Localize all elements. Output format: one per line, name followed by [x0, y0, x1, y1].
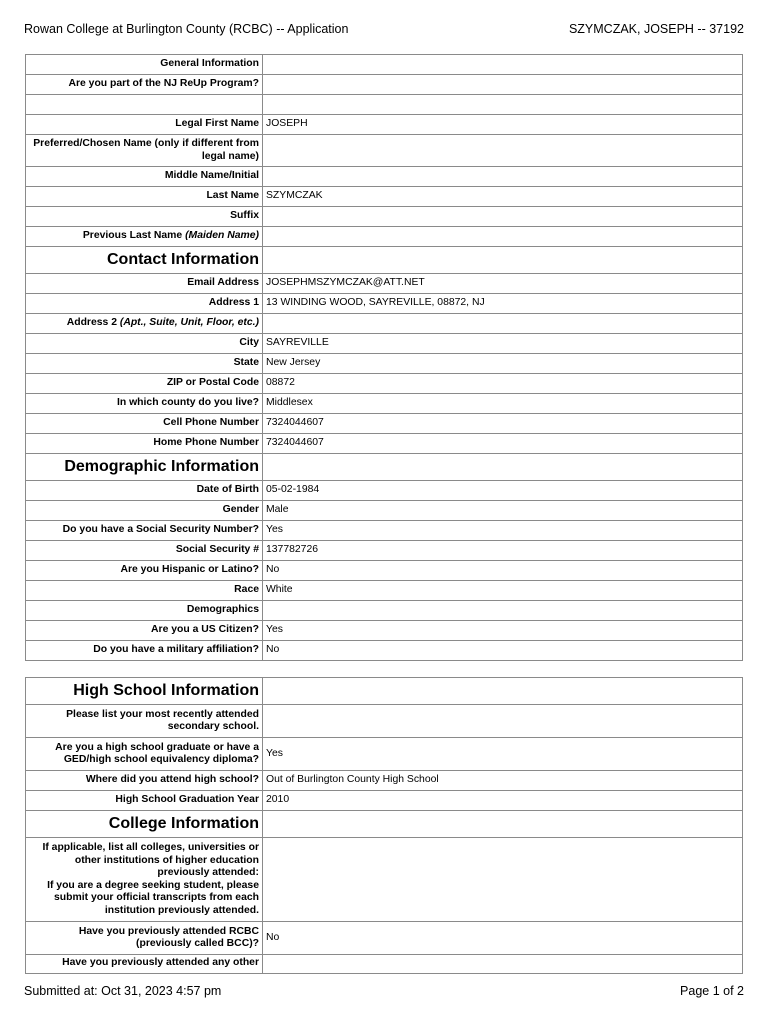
section-heading-demographic: Demographic Information: [26, 454, 263, 481]
field-value-previous-colleges: [263, 838, 743, 922]
field-label-previous-last-name: Previous Last Name (Maiden Name): [26, 227, 263, 247]
field-label-suffix: Suffix: [26, 207, 263, 227]
field-label-has-ssn: Do you have a Social Security Number?: [26, 521, 263, 541]
field-value-hs-where: Out of Burlington County High School: [263, 771, 743, 791]
field-value-has-ssn: Yes: [263, 521, 743, 541]
field-value-middle-name: [263, 167, 743, 187]
field-label-attended-rcbc: Have you previously attended RCBC (previously called BCC)?: [26, 922, 263, 955]
field-value-dob: 05-02-1984: [263, 481, 743, 501]
table-row: [26, 738, 743, 771]
table-row: [26, 394, 743, 414]
field-label-county: In which county do you live?: [26, 394, 263, 414]
field-value-county: Middlesex: [263, 394, 743, 414]
field-label-zip: ZIP or Postal Code: [26, 374, 263, 394]
field-value-preferred-name: [263, 135, 743, 167]
table-row: [26, 227, 743, 247]
section-label-general: General Information: [26, 55, 263, 75]
field-value-hs-graduate: Yes: [263, 738, 743, 771]
field-label-state: State: [26, 354, 263, 374]
field-label-recent-school: Please list your most recently attended secondary school.: [26, 705, 263, 738]
applicant-id: SZYMCZAK, JOSEPH -- 37192: [568, 22, 744, 36]
table-row: [26, 274, 743, 294]
table-row: [26, 521, 743, 541]
field-label-first-name: Legal First Name: [26, 115, 263, 135]
table-row-blank: [26, 95, 743, 115]
field-label-hs-year: High School Graduation Year: [26, 791, 263, 811]
section-header-row: [26, 678, 743, 705]
field-label-ssn: Social Security #: [26, 541, 263, 561]
page-number: Page 1 of 2: [680, 984, 744, 998]
table-row: [26, 334, 743, 354]
field-label-previous-colleges: If applicable, list all colleges, universities or other institutions of higher education previously attended: If you are a degree seeking student, please submit your official transcripts from each institution previously attended.: [26, 838, 263, 922]
table-row: [26, 922, 743, 955]
field-value-reup: [263, 75, 743, 95]
application-table-education: [25, 677, 743, 974]
table-row: [26, 354, 743, 374]
field-value-race: White: [263, 581, 743, 601]
table-row: [26, 838, 743, 922]
field-value-address-1: 13 WINDING WOOD, SAYREVILLE, 08872, NJ: [263, 294, 743, 314]
section-header-row: [26, 454, 743, 481]
field-label-dob: Date of Birth: [26, 481, 263, 501]
field-label-preferred-name: Preferred/Chosen Name (only if different from legal name): [26, 135, 263, 167]
application-table-personal: [25, 54, 743, 661]
field-label-home-phone: Home Phone Number: [26, 434, 263, 454]
field-label-hs-graduate: Are you a high school graduate or have a GED/high school equivalency diploma?: [26, 738, 263, 771]
document-title: Rowan College at Burlington County (RCBC) -- Application: [24, 22, 349, 36]
table-row: [26, 955, 743, 974]
field-label-gender: Gender: [26, 501, 263, 521]
table-row: [26, 75, 743, 95]
field-value-gender: Male: [263, 501, 743, 521]
field-label-address-2: Address 2 (Apt., Suite, Unit, Floor, etc.): [26, 314, 263, 334]
section-heading-high-school: High School Information: [26, 678, 263, 705]
field-value-ssn: 137782726: [263, 541, 743, 561]
field-label-last-name: Last Name: [26, 187, 263, 207]
field-value-attended-other: [263, 955, 743, 974]
field-label-race: Race: [26, 581, 263, 601]
field-value-cell-phone: 7324044607: [263, 414, 743, 434]
field-label-military: Do you have a military affiliation?: [26, 641, 263, 661]
table-row: [26, 541, 743, 561]
section-heading-college: College Information: [26, 811, 263, 838]
submitted-timestamp: Submitted at: Oct 31, 2023 4:57 pm: [24, 984, 222, 998]
field-value-email: JOSEPHMSZYMCZAK@ATT.NET: [263, 274, 743, 294]
field-label-address-1: Address 1: [26, 294, 263, 314]
field-value-first-name: JOSEPH: [263, 115, 743, 135]
field-value-recent-school: [263, 705, 743, 738]
field-label-email: Email Address: [26, 274, 263, 294]
table-row: [26, 207, 743, 227]
field-label-city: City: [26, 334, 263, 354]
field-label-cell-phone: Cell Phone Number: [26, 414, 263, 434]
table-row: [26, 314, 743, 334]
field-value-demographics: [263, 601, 743, 621]
field-value-home-phone: 7324044607: [263, 434, 743, 454]
table-row: [26, 641, 743, 661]
field-value-city: SAYREVILLE: [263, 334, 743, 354]
table-row: [26, 187, 743, 207]
section-header-row: [26, 247, 743, 274]
table-row: [26, 115, 743, 135]
section-header-row: [26, 811, 743, 838]
table-row: [26, 55, 743, 75]
table-row: [26, 621, 743, 641]
field-value-attended-rcbc: No: [263, 922, 743, 955]
field-value-previous-last-name: [263, 227, 743, 247]
field-value-suffix: [263, 207, 743, 227]
field-label-us-citizen: Are you a US Citizen?: [26, 621, 263, 641]
field-label-middle-name: Middle Name/Initial: [26, 167, 263, 187]
section-heading-contact: Contact Information: [26, 247, 263, 274]
field-label-reup: Are you part of the NJ ReUp Program?: [26, 75, 263, 95]
table-row: [26, 414, 743, 434]
table-row: [26, 581, 743, 601]
field-value-zip: 08872: [263, 374, 743, 394]
table-row: [26, 374, 743, 394]
table-row: [26, 705, 743, 738]
field-label-attended-other: Have you previously attended any other: [26, 955, 263, 974]
table-row: [26, 434, 743, 454]
field-label-hispanic: Are you Hispanic or Latino?: [26, 561, 263, 581]
field-value-last-name: SZYMCZAK: [263, 187, 743, 207]
field-value-hs-year: 2010: [263, 791, 743, 811]
table-row: [26, 601, 743, 621]
field-value-us-citizen: Yes: [263, 621, 743, 641]
table-row: [26, 501, 743, 521]
table-row: [26, 791, 743, 811]
table-row: [26, 771, 743, 791]
field-value-hispanic: No: [263, 561, 743, 581]
table-row: [26, 481, 743, 501]
field-label-hs-where: Where did you attend high school?: [26, 771, 263, 791]
field-label-demographics: Demographics: [26, 601, 263, 621]
table-row: [26, 135, 743, 167]
field-value-address-2: [263, 314, 743, 334]
table-row: [26, 294, 743, 314]
table-row: [26, 561, 743, 581]
table-row: [26, 167, 743, 187]
field-value-state: New Jersey: [263, 354, 743, 374]
field-value-military: No: [263, 641, 743, 661]
